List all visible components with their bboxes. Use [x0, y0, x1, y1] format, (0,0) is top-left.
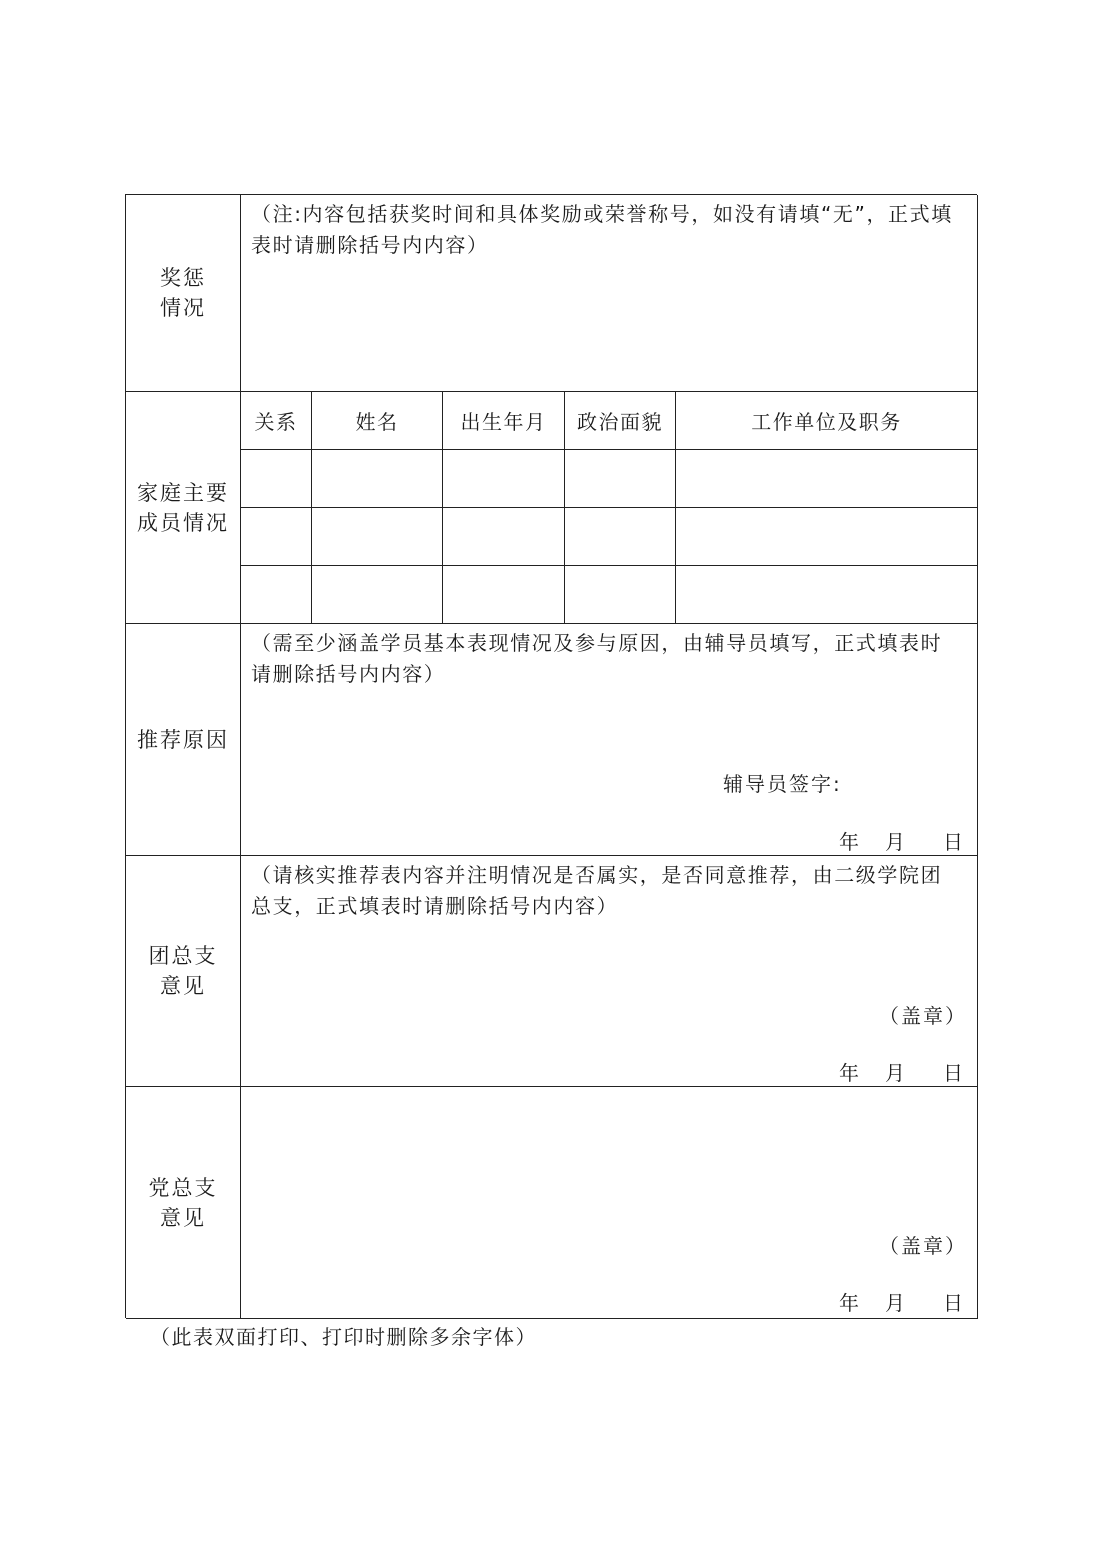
party-date-year: 年 [839, 1291, 859, 1315]
family-header-workplace: 工作单位及职务 [676, 392, 978, 450]
league-date [839, 1057, 963, 1086]
awards-note-line2: 表时请删除括号内内容） [251, 233, 489, 257]
recommend-note [251, 628, 969, 690]
counselor-signature-label: 辅导员签字: [723, 772, 842, 796]
family-row3-birth[interactable] [443, 566, 565, 624]
family-header-political-status: 政治面貌 [565, 392, 676, 450]
awards-note-line1: （注:内容包括获奖时间和具体奖励或荣誉称号，如没有请填“无”，正式填 [251, 202, 953, 226]
recommend-note-line2: 请删除括号内内容） [251, 662, 446, 686]
party-date [839, 1287, 963, 1316]
league-label-line1: 团总支 [148, 944, 218, 968]
recommend-date-month: 月 [885, 830, 905, 854]
family-row1-birth[interactable] [443, 450, 565, 508]
party-content-cell[interactable] [241, 1087, 978, 1319]
league-seal: （盖章） [879, 1004, 967, 1028]
awards-content-cell[interactable] [241, 195, 978, 392]
party-label-cell [126, 1087, 241, 1319]
family-header-birth: 出生年月 [443, 392, 565, 450]
party-label-line2: 意见 [160, 1205, 206, 1230]
recommend-date [839, 826, 963, 855]
print-footnote: （此表双面打印、打印时删除多余字体） [150, 1325, 537, 1349]
family-row2-workplace[interactable] [676, 508, 978, 566]
league-date-day: 日 [943, 1061, 963, 1085]
league-note [251, 860, 969, 922]
family-row3-workplace[interactable] [676, 566, 978, 624]
recommend-date-year: 年 [839, 830, 859, 854]
application-form-table [125, 194, 977, 1318]
family-row2-political-status[interactable] [565, 508, 676, 566]
family-label-line1: 家庭主要 [137, 480, 229, 505]
family-label-cell [126, 392, 241, 624]
family-row3-relation[interactable] [241, 566, 312, 624]
league-note-line1: （请核实推荐表内容并注明情况是否属实，是否同意推荐，由二级学院团 [251, 863, 943, 887]
family-header-relation: 关系 [241, 392, 312, 450]
party-date-month: 月 [885, 1291, 905, 1315]
league-date-year: 年 [839, 1061, 859, 1085]
recommend-label-cell [126, 624, 241, 856]
recommend-date-day: 日 [943, 830, 963, 854]
family-row2-relation[interactable] [241, 508, 312, 566]
party-date-day: 日 [943, 1291, 963, 1315]
league-note-line2: 总支，正式填表时请删除括号内内容） [251, 894, 619, 918]
awards-label-line2: 情况 [160, 296, 206, 320]
awards-label-cell [126, 195, 241, 392]
awards-note [251, 199, 969, 261]
family-row1-name[interactable] [312, 450, 443, 508]
recommend-label: 推荐原因 [137, 727, 229, 752]
party-seal: （盖章） [879, 1234, 967, 1258]
family-row2-birth[interactable] [443, 508, 565, 566]
awards-label-line1: 奖惩 [160, 266, 206, 290]
family-row1-workplace[interactable] [676, 450, 978, 508]
family-row1-political-status[interactable] [565, 450, 676, 508]
league-label-line2: 意见 [160, 974, 206, 998]
party-label-line1: 党总支 [148, 1175, 218, 1200]
family-row3-name[interactable] [312, 566, 443, 624]
recommend-note-line1: （需至少涵盖学员基本表现情况及参与原因，由辅导员填写，正式填表时 [251, 631, 943, 655]
league-content-cell[interactable] [241, 856, 978, 1087]
family-label-line2: 成员情况 [137, 510, 229, 535]
family-row2-name[interactable] [312, 508, 443, 566]
family-header-name: 姓名 [312, 392, 443, 450]
league-label-cell [126, 856, 241, 1087]
recommend-content-cell[interactable] [241, 624, 978, 856]
family-row1-relation[interactable] [241, 450, 312, 508]
league-date-month: 月 [885, 1061, 905, 1085]
family-row3-political-status[interactable] [565, 566, 676, 624]
